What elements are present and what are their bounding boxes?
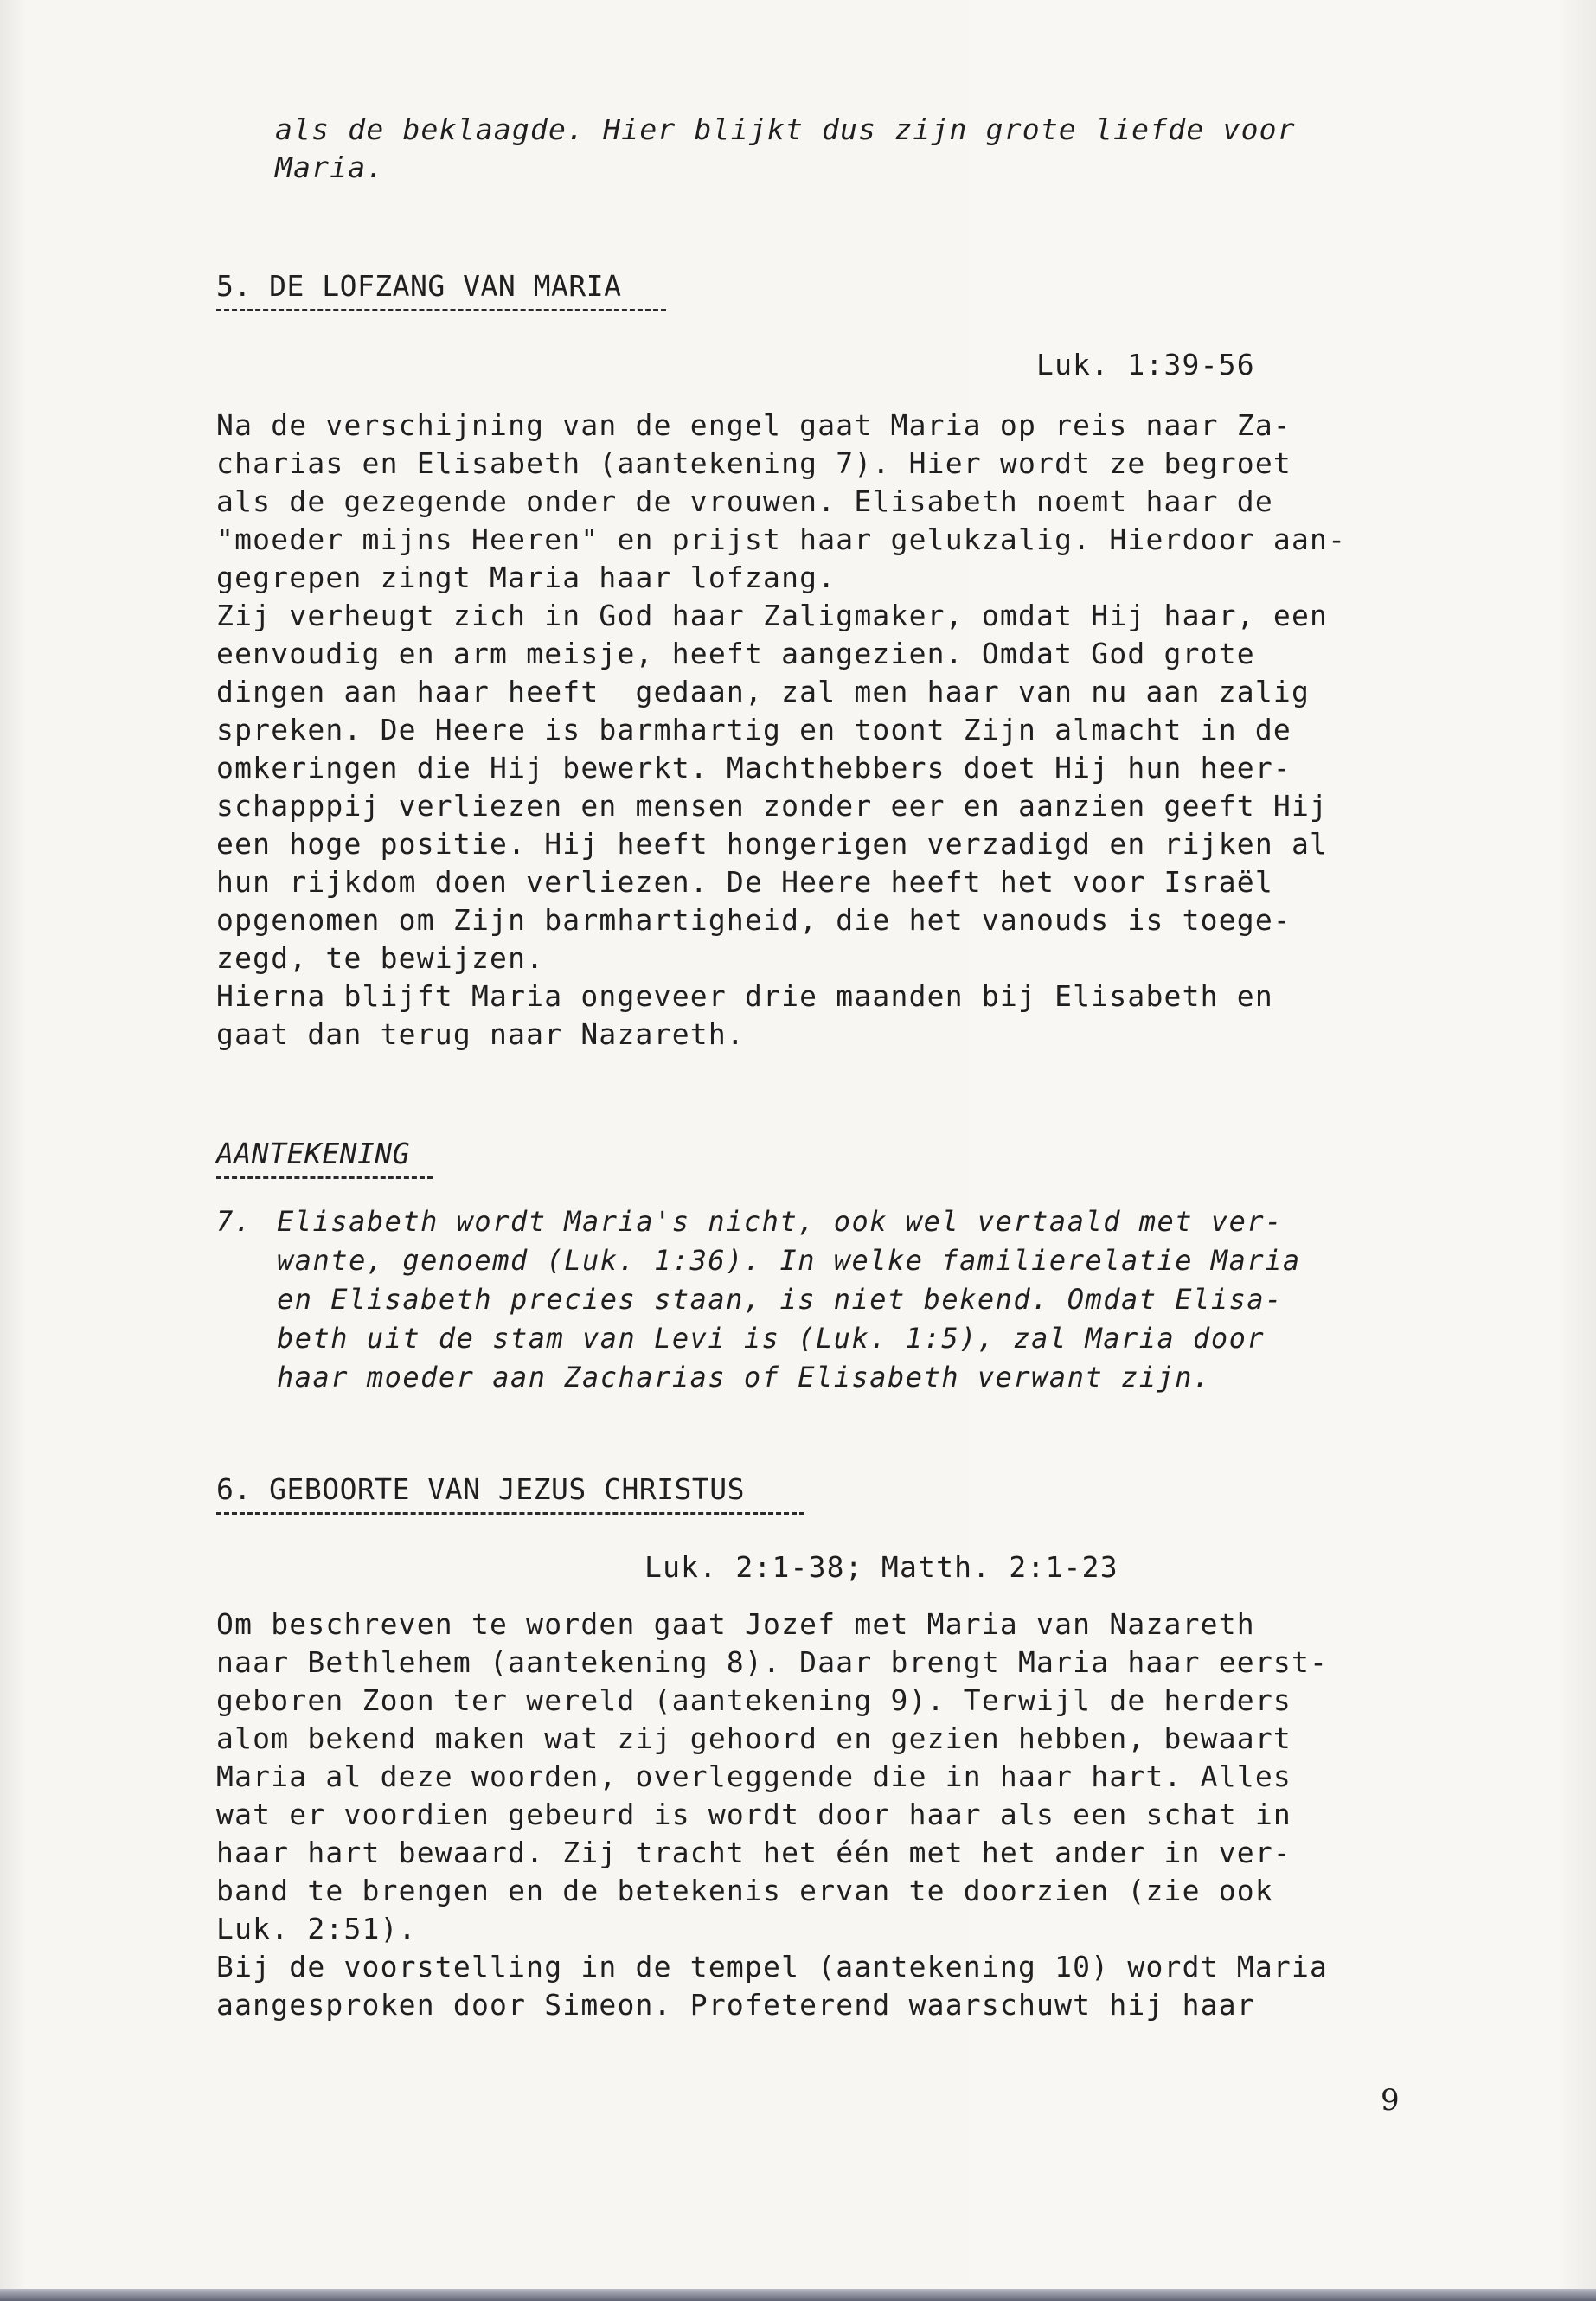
paragraph-line: gaat dan terug naar Nazareth. bbox=[216, 1017, 745, 1051]
paragraph-line: als de gezegende onder de vrouwen. Elisabeth noemt haar de bbox=[216, 484, 1273, 518]
paragraph-line: een hoge positie. Hij heeft hongerigen verzadigd en rijken al bbox=[216, 827, 1329, 861]
paragraph-line: Bij de voorstelling in de tempel (aantekening 10) wordt Maria bbox=[216, 1950, 1329, 1984]
annotation-line: haar moeder aan Zacharias of Elisabeth verwant zijn. bbox=[277, 1361, 1211, 1394]
paragraph-line: zegd, te bewijzen. bbox=[216, 941, 545, 975]
paragraph-line: band te brengen en de betekenis ervan te doorzien (zie ook bbox=[216, 1874, 1273, 1907]
section-heading: 5. DE LOFZANG VAN MARIA bbox=[216, 269, 622, 303]
page-bottom-edge bbox=[0, 2289, 1596, 2301]
paragraph-line: aangesproken door Simeon. Profeterend waarschuwt hij haar bbox=[216, 1988, 1255, 2022]
paragraph-line: geboren Zoon ter wereld (aantekening 9). Terwijl de herders bbox=[216, 1683, 1292, 1717]
paragraph-line: Maria al deze woorden, overleggende die in haar hart. Alles bbox=[216, 1759, 1292, 1793]
paragraph-line: schapppij verliezen en mensen zonder eer en aanzien geeft Hij bbox=[216, 789, 1329, 823]
paragraph-line: Luk. 2:51). bbox=[216, 1912, 417, 1945]
paragraph-line: omkeringen die Hij bewerkt. Machthebbers doet Hij hun heer- bbox=[216, 751, 1292, 785]
annotation-line: beth uit de stam van Levi is (Luk. 1:5), zal Maria door bbox=[277, 1322, 1266, 1355]
paragraph-line: wat er voordien gebeurd is wordt door haar als een schat in bbox=[216, 1798, 1292, 1831]
paragraph-line: naar Bethlehem (aantekening 8). Daar brengt Maria haar eerst- bbox=[216, 1645, 1329, 1679]
intro-line: als de beklaagde. Hier blijkt dus zijn grote liefde voor bbox=[275, 112, 1296, 146]
paragraph-line: Hierna blijft Maria ongeveer drie maanden bij Elisabeth en bbox=[216, 979, 1273, 1013]
annotation-line: en Elisabeth precies staan, is niet bekend. Omdat Elisa- bbox=[277, 1283, 1283, 1316]
heading-underline bbox=[216, 309, 666, 311]
paragraph-line: Na de verschijning van de engel gaat Maria op reis naar Za- bbox=[216, 408, 1292, 442]
scripture-reference: Luk. 1:39-56 bbox=[1036, 348, 1255, 381]
paragraph-line: Zij verheugt zich in God haar Zaligmaker, omdat Hij haar, een bbox=[216, 599, 1329, 632]
page-number: 9 bbox=[1381, 2083, 1400, 2118]
section-heading: 6. GEBOORTE VAN JEZUS CHRISTUS bbox=[216, 1472, 746, 1506]
paragraph-line: Om beschreven te worden gaat Jozef met Maria van Nazareth bbox=[216, 1607, 1255, 1641]
intro-line: Maria. bbox=[275, 151, 385, 184]
paragraph-line: opgenomen om Zijn barmhartigheid, die het vanouds is toege- bbox=[216, 903, 1292, 937]
paragraph-line: haar hart bewaard. Zij tracht het één met het ander in ver- bbox=[216, 1836, 1292, 1869]
annotation-number: 7. bbox=[216, 1205, 253, 1238]
paragraph-line: charias en Elisabeth (aantekening 7). Hier wordt ze begroet bbox=[216, 446, 1292, 480]
paragraph-line: eenvoudig en arm meisje, heeft aangezien. Omdat God grote bbox=[216, 637, 1255, 670]
annotation-line: Elisabeth wordt Maria's nicht, ook wel vertaald met ver- bbox=[277, 1205, 1283, 1238]
heading-underline bbox=[216, 1512, 804, 1515]
paragraph-line: spreken. De Heere is barmhartig en toont Zijn almacht in de bbox=[216, 713, 1292, 747]
annotation-underline bbox=[216, 1176, 433, 1179]
paragraph-line: dingen aan haar heeft gedaan, zal men haar van nu aan zalig bbox=[216, 675, 1311, 708]
scripture-reference: Luk. 2:1-38; Matth. 2:1-23 bbox=[644, 1550, 1118, 1584]
annotation-heading: AANTEKENING bbox=[216, 1137, 411, 1170]
paragraph-line: "moeder mijns Heeren" en prijst haar gelukzalig. Hierdoor aan- bbox=[216, 522, 1347, 556]
paragraph-line: hun rijkdom doen verliezen. De Heere heeft het voor Israël bbox=[216, 865, 1273, 899]
annotation-line: wante, genoemd (Luk. 1:36). In welke familierelatie Maria bbox=[277, 1244, 1301, 1277]
paragraph-line: alom bekend maken wat zij gehoord en gezien hebben, bewaart bbox=[216, 1721, 1292, 1755]
paragraph-line: gegrepen zingt Maria haar lofzang. bbox=[216, 561, 836, 594]
